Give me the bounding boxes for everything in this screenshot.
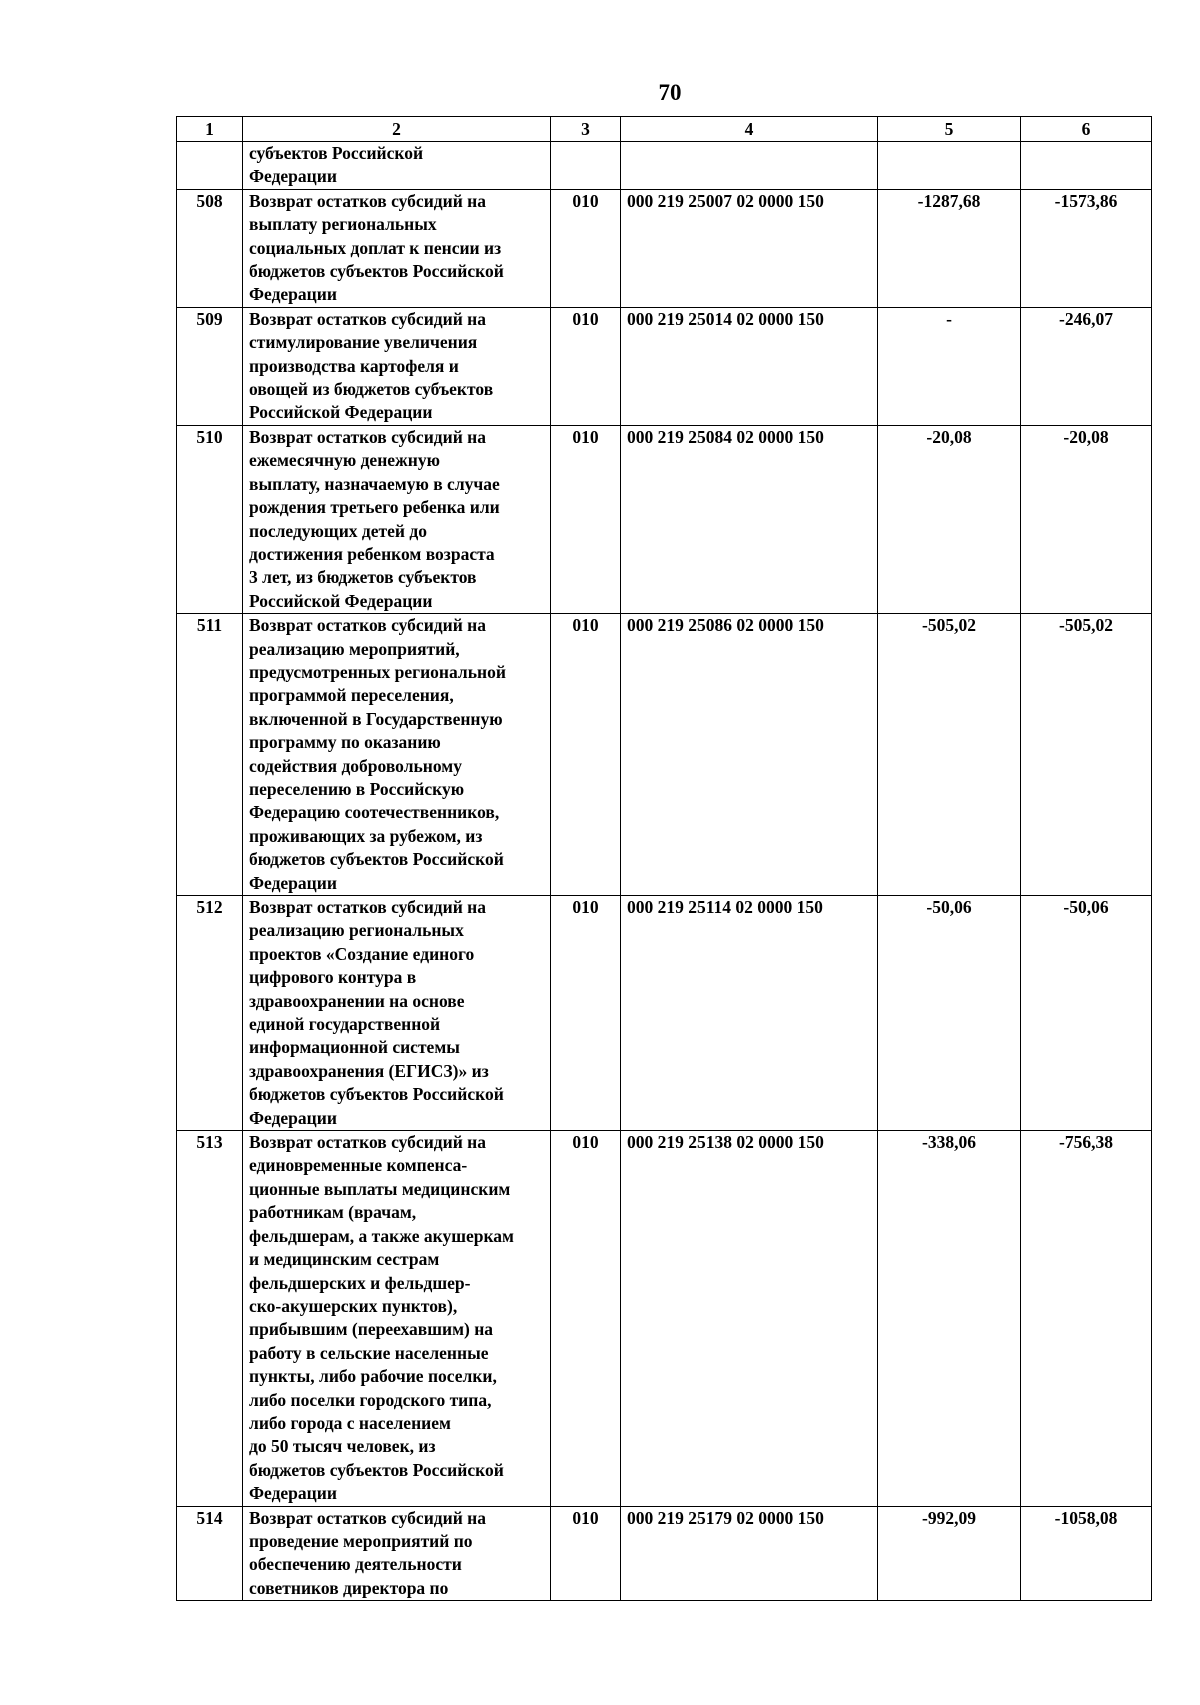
column-header: 1	[177, 117, 243, 142]
amount-column-5: -1287,68	[878, 189, 1021, 307]
amount-column-6: -20,08	[1021, 425, 1152, 613]
description-line: Возврат остатков субсидий на	[249, 1507, 487, 1528]
row-number: 509	[177, 307, 243, 425]
amount-column-6: -1058,08	[1021, 1506, 1152, 1601]
description-line: Возврат остатков субсидий на	[249, 190, 487, 211]
row-number: 508	[177, 189, 243, 307]
description-line: ежемесячную денежную	[249, 450, 440, 471]
admin-code	[551, 142, 621, 190]
amount-column-5: -50,06	[878, 896, 1021, 1131]
description-line: программу по оказанию	[249, 732, 441, 753]
description-line: единой государственной	[249, 1014, 441, 1035]
description-line: бюджетов субъектов Российской	[249, 849, 504, 870]
row-description	[243, 614, 551, 896]
description-line: социальных доплат к пенсии из	[249, 237, 502, 258]
description-line: бюджетов субъектов Российской	[249, 1084, 504, 1105]
description-line: работу в сельские населенные	[249, 1342, 489, 1363]
budget-table	[176, 116, 1152, 1601]
description-line: здравоохранения (ЕГИСЗ)» из	[249, 1060, 489, 1081]
description-line: советников директора по	[249, 1577, 449, 1598]
description-line: выплату, назначаемую в случае	[249, 473, 500, 494]
description-line: Возврат остатков субсидий на	[249, 615, 487, 636]
description-line: фельдшерам, а также акушеркам	[249, 1225, 514, 1246]
row-number: 514	[177, 1506, 243, 1601]
row-description	[243, 1131, 551, 1507]
description-line: Возврат остатков субсидий на	[249, 1132, 487, 1153]
description-line: субъектов Российской	[249, 143, 424, 163]
amount-column-6: -246,07	[1021, 307, 1152, 425]
description-line: Федерации	[249, 166, 337, 187]
table-row	[177, 896, 1152, 1131]
description-line: обеспечению деятельности	[249, 1554, 462, 1575]
description-line: стимулирование увеличения	[249, 332, 478, 353]
description-line: рождения третьего ребенка или	[249, 497, 500, 518]
description-line: проведение мероприятий по	[249, 1530, 473, 1551]
description-line: цифрового контура в	[249, 967, 417, 988]
description-line: программой переселения,	[249, 685, 454, 706]
description-line: бюджетов субъектов Российской	[249, 261, 504, 282]
description-line: переселению в Российскую	[249, 778, 465, 799]
description-line: до 50 тысяч человек, из	[249, 1436, 436, 1457]
row-description	[243, 425, 551, 613]
amount-column-6: -505,02	[1021, 614, 1152, 896]
description-line: последующих детей до	[249, 520, 427, 541]
admin-code: 010	[551, 1131, 621, 1507]
row-number: 513	[177, 1131, 243, 1507]
description-line: бюджетов субъектов Российской	[249, 1459, 504, 1480]
amount-column-6: -1573,86	[1021, 189, 1152, 307]
description-line: 3 лет, из бюджетов субъектов	[249, 567, 477, 588]
row-number	[177, 142, 243, 190]
header-row	[177, 117, 1152, 142]
budget-classification-code	[621, 142, 878, 190]
budget-classification-code: 000 219 25084 02 0000 150	[621, 425, 878, 613]
description-line: единовременные компенса-	[249, 1155, 468, 1176]
amount-column-5: -	[878, 307, 1021, 425]
description-line: информационной системы	[249, 1037, 460, 1058]
table-header	[177, 117, 1152, 142]
table-row	[177, 307, 1152, 425]
amount-column-5: -992,09	[878, 1506, 1021, 1601]
table-row	[177, 425, 1152, 613]
table-row	[177, 1506, 1152, 1601]
description-line: реализацию региональных	[249, 920, 464, 941]
budget-classification-code: 000 219 25114 02 0000 150	[621, 896, 878, 1131]
description-line: Российской Федерации	[249, 590, 433, 611]
description-line: Федерации	[249, 284, 337, 305]
description-line: достижения ребенком возраста	[249, 543, 495, 564]
admin-code: 010	[551, 896, 621, 1131]
admin-code: 010	[551, 1506, 621, 1601]
amount-column-6: -756,38	[1021, 1131, 1152, 1507]
description-line: Федерацию соотечественников,	[249, 802, 500, 823]
description-line: либо поселки городского типа,	[249, 1389, 492, 1410]
budget-classification-code: 000 219 25014 02 0000 150	[621, 307, 878, 425]
description-line: Возврат остатков субсидий на	[249, 426, 487, 447]
admin-code: 010	[551, 614, 621, 896]
row-description	[243, 896, 551, 1131]
table-row	[177, 614, 1152, 896]
description-line: прибывшим (переехавшим) на	[249, 1319, 494, 1340]
table-row	[177, 1131, 1152, 1507]
amount-column-6: -50,06	[1021, 896, 1152, 1131]
description-line: Возврат остатков субсидий на	[249, 897, 487, 917]
description-line: проектов «Создание единого	[249, 943, 475, 964]
description-line: включенной в Государственную	[249, 708, 503, 729]
description-line: пункты, либо рабочие поселки,	[249, 1366, 497, 1387]
budget-classification-code: 000 219 25086 02 0000 150	[621, 614, 878, 896]
description-line: фельдшерских и фельдшер-	[249, 1272, 471, 1293]
column-header: 4	[621, 117, 878, 142]
description-line: предусмотренных региональной	[249, 661, 506, 682]
description-line: Федерации	[249, 1107, 337, 1128]
row-number: 511	[177, 614, 243, 896]
amount-column-5: -505,02	[878, 614, 1021, 896]
budget-classification-code: 000 219 25007 02 0000 150	[621, 189, 878, 307]
row-description	[243, 189, 551, 307]
amount-column-6	[1021, 142, 1152, 190]
description-line: Федерации	[249, 872, 337, 893]
admin-code: 010	[551, 425, 621, 613]
description-line: ционные выплаты медицинским	[249, 1178, 511, 1199]
column-header: 5	[878, 117, 1021, 142]
admin-code: 010	[551, 307, 621, 425]
table-row	[177, 189, 1152, 307]
row-description	[243, 307, 551, 425]
table-row	[177, 142, 1152, 190]
description-line: Федерации	[249, 1483, 337, 1504]
description-line: либо города с населением	[249, 1412, 451, 1433]
description-line: здравоохранении на основе	[249, 990, 465, 1011]
description-line: содействия добровольному	[249, 755, 462, 776]
column-header: 2	[243, 117, 551, 142]
column-header: 6	[1021, 117, 1152, 142]
row-description	[243, 142, 551, 190]
amount-column-5: -20,08	[878, 425, 1021, 613]
admin-code: 010	[551, 189, 621, 307]
table-body	[177, 142, 1152, 1601]
description-line: Возврат остатков субсидий на	[249, 308, 487, 329]
row-number: 512	[177, 896, 243, 1131]
page-number: 70	[658, 80, 682, 105]
description-line: производства картофеля и	[249, 355, 459, 376]
budget-classification-code: 000 219 25138 02 0000 150	[621, 1131, 878, 1507]
description-line: выплату региональных	[249, 214, 437, 235]
amount-column-5	[878, 142, 1021, 190]
amount-column-5: -338,06	[878, 1131, 1021, 1507]
row-number: 510	[177, 425, 243, 613]
description-line: реализацию мероприятий,	[249, 638, 460, 659]
column-header: 3	[551, 117, 621, 142]
description-line: овощей из бюджетов субъектов	[249, 379, 494, 400]
description-line: проживающих за рубежом, из	[249, 825, 483, 846]
row-description	[243, 1506, 551, 1601]
description-line: ско-акушерских пунктов),	[249, 1295, 458, 1316]
description-line: и медицинским сестрам	[249, 1249, 440, 1270]
description-line: работникам (врачам,	[249, 1202, 417, 1223]
budget-classification-code: 000 219 25179 02 0000 150	[621, 1506, 878, 1601]
description-line: Российской Федерации	[249, 402, 433, 423]
